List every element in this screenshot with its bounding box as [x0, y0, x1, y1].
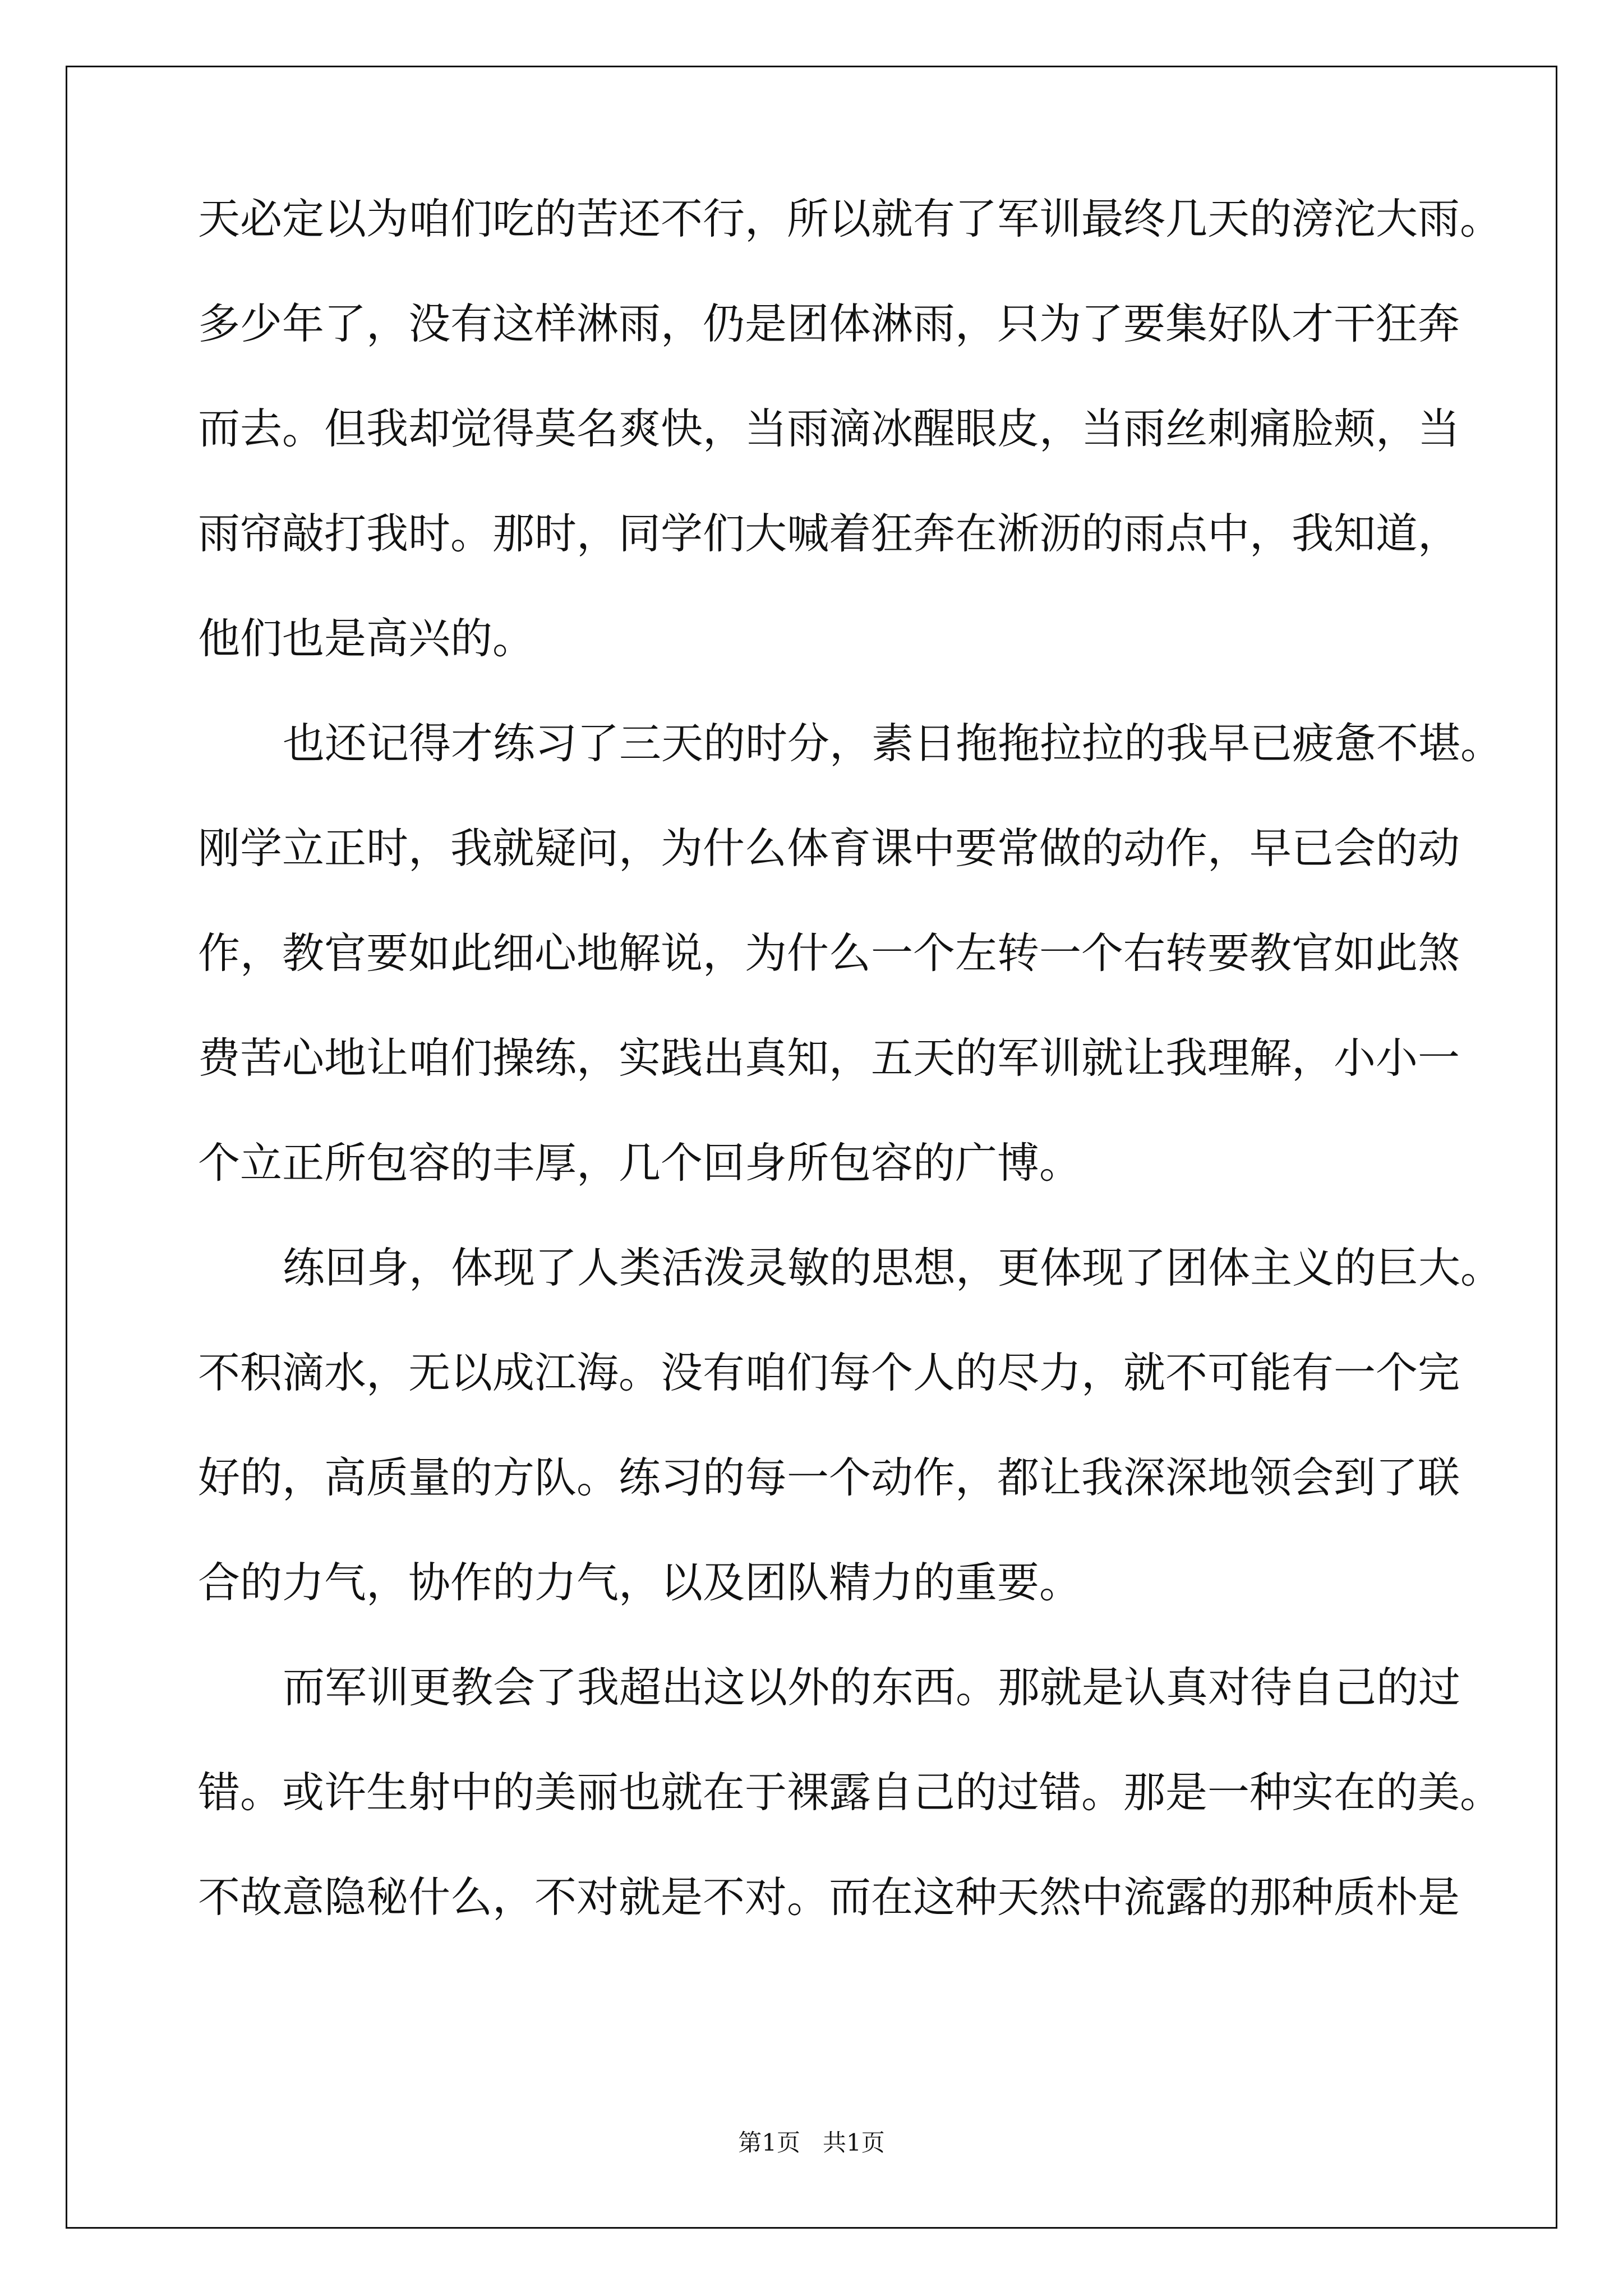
text-line: 费苦心地让咱们操练，实践出真知，五天的军训就让我理解，小小一 — [198, 1033, 1460, 1083]
text-line: 合的力气，协作的力气，以及团队精力的重要。 — [198, 1558, 1082, 1607]
text-line: 错。或许生射中的美丽也就在于裸露自己的过错。那是一种实在的美。 — [198, 1768, 1502, 1817]
text-line: 他们也是高兴的。 — [198, 614, 535, 663]
paragraph-first-line: 也还记得才练习了三天的时分，素日拖拖拉拉的我早已疲惫不堪。 — [283, 719, 1503, 768]
text-line: 不积滴水，无以成江海。没有咱们每个人的尽力，就不可能有一个完 — [198, 1348, 1460, 1397]
text-line: 天必定以为咱们吃的苦还不行，所以就有了军训最终几天的滂沱大雨。 — [198, 194, 1502, 243]
text-line: 不故意隐秘什么，不对就是不对。而在这种天然中流露的那种质朴是 — [198, 1872, 1460, 1922]
text-line: 刚学立正时，我就疑问，为什么体育课中要常做的动作，早已会的动 — [198, 823, 1460, 873]
text-line: 而去。但我却觉得莫名爽快，当雨滴冰醒眼皮，当雨丝刺痛脸颊，当 — [198, 404, 1460, 453]
text-line: 雨帘敲打我时。那时，同学们大喊着狂奔在淅沥的雨点中，我知道， — [198, 509, 1460, 558]
paragraph-first-line: 练回身，体现了人类活泼灵敏的思想，更体现了团体主义的巨大。 — [283, 1243, 1503, 1292]
text-line: 好的，高质量的方队。练习的每一个动作，都让我深深地领会到了联 — [198, 1453, 1460, 1502]
paragraph-first-line: 而军训更教会了我超出这以外的东西。那就是认真对待自己的过 — [283, 1663, 1461, 1712]
text-line: 个立正所包容的丰厚，几个回身所包容的广博。 — [198, 1138, 1082, 1188]
text-line: 作，教官要如此细心地解说，为什么一个左转一个右转要教官如此煞 — [198, 928, 1460, 978]
page-footer: 第1页 共1页 — [738, 2129, 885, 2156]
text-line: 多少年了，没有这样淋雨，仍是团体淋雨，只为了要集好队才干狂奔 — [198, 299, 1460, 348]
